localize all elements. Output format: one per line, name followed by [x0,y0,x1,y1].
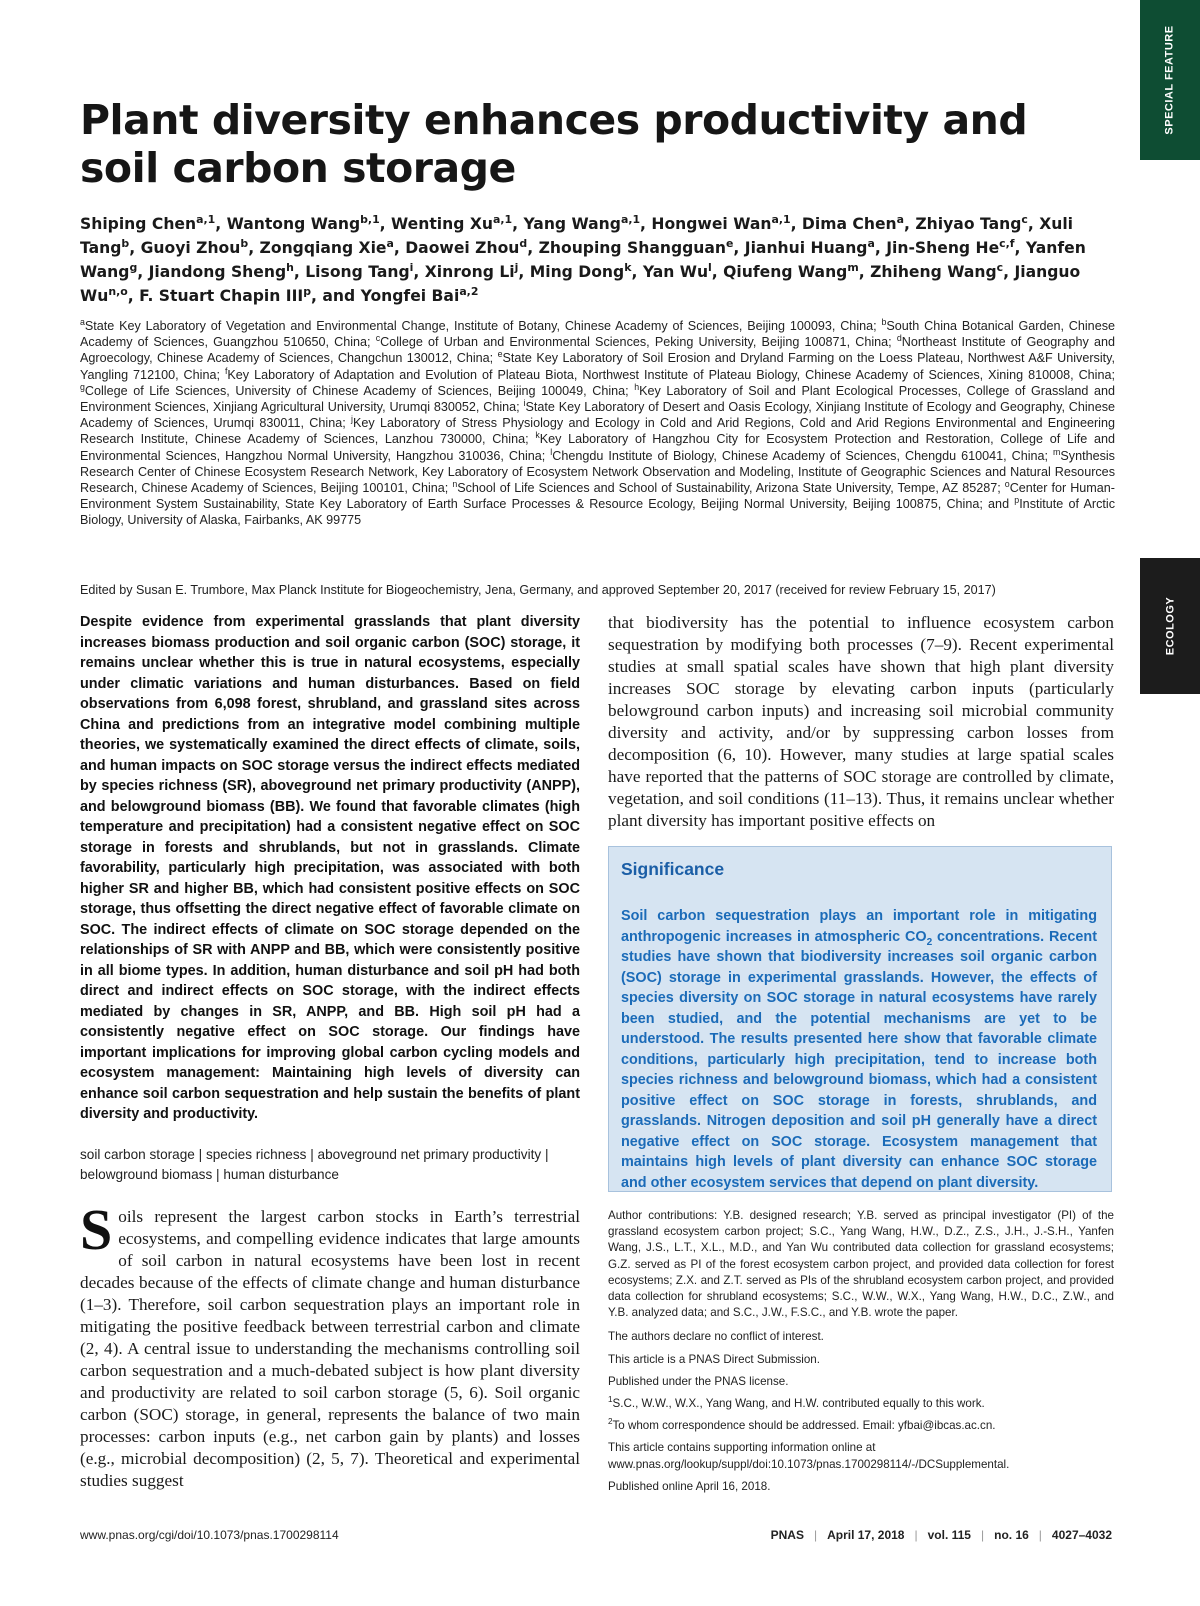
author-affiliation-marker: n,o [108,284,128,298]
author-name: Jin-Sheng He$^{c,f}$ [886,236,1015,257]
affiliation-text: Synthesis Research Center of Chinese Ecosystem Research Network, Key Laboratory of Ecosystem Network Observation and Modeling, Institute of Geographic Sciences and Natural Resources Research, Chinese Academy of Sciences, Beijing 100101, China; [80,448,1115,496]
author-name: Yongfei Bai$^{a,2}$ [360,284,479,305]
edited-by: Edited by Susan E. Trumbore, Max Planck Institute for Biogeochemistry, Jena, Germany, and approved September 20, 2017 (received for review February 15, 2017) [80,583,996,597]
author-name: Lisong Tang$^i$ [305,260,414,281]
equal-contribution-note: $^1$S.C., W.W., W.X., Yang Wang, and H.W. contributed equally to this work. [608,1395,985,1411]
author-name: Yang Wang$^{a,1}$ [523,212,641,233]
author-name: Shiping Chen$^{a,1}$ [80,212,216,233]
author-name: Dima Chen$^a$ [801,212,905,233]
footer-separator: | [980,1528,985,1542]
ecology-section-tab [1140,558,1200,694]
footer-separator: | [914,1528,918,1542]
affiliation-marker: e [497,349,503,360]
affiliation-marker: g [80,381,85,392]
author-affiliation-marker: a,1 [196,212,216,226]
author-affiliation-marker: e [726,236,734,250]
footer-doi: www.pnas.org/cgi/doi/10.1073/pnas.1700298114 [80,1528,339,1542]
supporting-info-note: This article contains supporting information online at www.pnas.org/lookup/suppl/doi:10.1073/pnas.1700298114/-/DCSupplemental. [608,1441,1010,1471]
affiliation-marker: m [1053,446,1061,457]
author-name: Daowei Zhou$^d$ [405,236,528,257]
direct-submission-note: This article is a PNAS Direct Submission. [608,1352,820,1366]
author-name: Wantong Wang$^{b,1}$ [226,212,380,233]
affiliation-text: School of Life Sciences and School of Sustainability, Arizona State University, Tempe, AZ 85287; [457,481,1005,496]
author-affiliation-marker: m [847,260,859,274]
author-affiliation-marker: h [286,260,294,274]
author-name: Qiufeng Wang$^m$ [723,260,859,281]
abstract: Despite evidence from experimental grasslands that plant diversity increases biomass production and soil organic carbon (SOC) storage, it remains unclear whether this is true in natural ecosystems, especially under climatic variations and human disturbances. Based on field observations from 6,098 forest, shrubland, and grassland sites across China and predictions from an integrative model combining multiple theories, we systematically examined the direct effects of climate, soils, and human impacts on SOC storage versus the indirect effects mediated by species richness (SR), aboveground net primary productivity (ANPP), and belowground biomass (BB). We found that favorable climates (high temperature and precipitation) had a consistent negative effect on SOC storage in forests and shrublands, but not in grasslands. Climate favorability, particularly high precipitation, was associated with both higher SR and higher BB, which had consistent positive effects on SOC storage, thus offsetting the direct negative effect of favorable climate on SOC. The indirect effects of climate on SOC storage depended on the relationships of SR with ANPP and BB, which were consistently positive in all biome types. In addition, human disturbance and soil pH had both direct and indirect effects on SOC storage, with the indirect effects mediated by changes in SR, ANPP, and BB. High soil pH had a consistently negative effect on SOC storage. Our findings have important implications for improving global carbon cycling models and ecosystem management: Maintaining high levels of diversity can enhance soil carbon sequestration and help sustain the benefits of plant diversity and productivity. [80,614,580,1122]
affiliation-text: College of Urban and Environmental Sciences, Peking University, Beijing 100871, China; [380,335,897,350]
intro-body: oils represent the largest carbon stocks in Earth’s terrestrial ecosystems, and compelling evidence indicates that large amounts of soil carbon in natural ecosystems have been lost in recent decades because of the effects of climate change and human disturbance (1–3). Therefore, soil carbon sequestration plays an important role in mitigating the positive feedback between terrestrial carbon and climate (2, 4). A central issue to understanding the mechanisms controlling soil carbon sequestration and a much-debated subject is how plant diversity and productivity are related to soil carbon storage (5, 6). Soil organic carbon (SOC) storage, in general, represents the balance of two main processes: carbon inputs (e.g., net carbon gain by plants) and losses (e.g., microbial decomposition) (2, 5, 7). Theoretical and experimental studies suggest [80,1207,580,1490]
conflict-statement: The authors declare no conflict of interest. [608,1330,824,1344]
affiliation-marker: a [80,316,85,327]
affiliation-marker: i [523,397,526,408]
significance-box [608,846,1112,1192]
ecology-label: ECOLOGY [1163,596,1176,656]
author-name: Zhiheng Wang$^c$ [870,260,1004,281]
footer-issue: no. 16 [994,1528,1029,1542]
affiliation-text: State Key Laboratory of Vegetation and Environmental Change, Institute of Botany, Chinese Academy of Sciences, Beijing 100093, China; [84,319,882,333]
author-name: Zongqiang Xie$^a$ [259,236,394,257]
right-column-text: that biodiversity has the potential to influence ecosystem carbon sequestration by modifying both processes (7–9). Recent experimental studies at small spatial scales have shown that high plant diversity increases SOC storage by elevating carbon inputs (particularly belowground carbon inputs) and increasing soil microbial community diversity and activity, and/or by suppressing carbon losses from decomposition (6, 10). However, many studies at large spatial scales have reported that the patterns of SOC storage are controlled by climate, vegetation, and soil conditions (11–13). Thus, it remains unclear whether plant diversity has important positive effects on [608,613,1114,830]
affiliation-marker: k [535,430,540,441]
affiliation-marker: o [1004,478,1010,489]
published-online-note: Published online April 16, 2018. [608,1479,771,1493]
author-name: Jiandong Sheng$^h$ [148,260,294,281]
drop-cap: S [80,1197,113,1262]
author-list: Shiping Chen$^{a,1}$, Wantong Wang$^{b,1}$, Wenting Xu$^{a,1}$, Yang Wang$^{a,1}$, Hongwei Wan$^{a,1}$, Dima Chen$^a$, Zhiyao Tang$^c$, Xuli Tang$^b$, Guoyi Zhou$^b$, Zongqiang Xie$^a$, Daowei Zhou$^d$, Zhouping Shangguan$^e$, Jianhui Huang$^a$, Jin-Sheng He$^{c,f}$, Yanfen Wang$^g$, Jiandong Sheng$^h$, Lisong Tang$^i$, Xinrong Li$^j$, Ming Dong$^k$, Yan Wu$^l$, Qiufeng Wang$^m$, Zhiheng Wang$^c$, Jianguo Wu$^{n,o}$, F. Stuart Chapin III$^p$, and Yongfei Bai$^{a,2}$ [80,212,1086,305]
affiliation-marker: c [375,333,381,344]
author-name: Ming Dong$^k$ [529,260,632,281]
affiliation-marker: f [224,365,228,376]
special-feature-label: SPECIAL FEATURE [1164,25,1177,135]
affiliation-text: Chengdu Institute of Biology, Chinese Academy of Sciences, Chengdu 610041, China; [552,448,1054,463]
author-name: Jianguo Wu$^{n,o}$ [80,263,1081,305]
author-affiliation-marker: p [303,284,311,298]
footer-citation [771,1528,1112,1542]
author-name: Xinrong Li$^j$ [424,260,519,281]
affiliation-marker: j [351,414,353,425]
footer-separator: | [813,1528,818,1542]
author-name: Wenting Xu$^{a,1}$ [391,212,513,233]
author-affiliation-marker: a,1 [620,212,641,226]
author-name: Hongwei Wan$^{a,1}$ [651,212,791,233]
footer-volume: vol. 115 [927,1528,971,1542]
author-name: Yanfen Wang$^g$ [80,239,1086,281]
author-affiliation-marker: a,1 [771,212,791,226]
significance-text: Soil carbon sequestration plays an important role in mitigating anthropogenic increases in atmospheric $CO_2$ concentrations. Recent studies have shown that biodiversity increases soil organic carbon (SOC) storage in experimental grasslands. However, the effects of species diversity on SOC storage in natural ecosystems have rarely been studied, and the potential mechanisms are yet to be understood. The results presented here show that favorable climate conditions, particularly high precipitation, tend to increase both species richness and belowground biomass, which had a consistent positive effect on SOC storage in forests, shrublands, and grasslands. Nitrogen deposition and soil pH generally have a direct negative effect on SOC storage. Ecosystem management that maintains high levels of plant diversity can enhance SOC storage and other ecosystem services that depend on plant diversity. [621,908,1097,1191]
keywords: soil carbon storage | species richness | aboveground net primary productivity | belowground biomass | human disturbance [80,1147,549,1182]
affiliation-text: Institute of Arctic Biology, University of Alaska, Fairbanks, AK 99775 [80,497,1115,528]
author-contributions: Author contributions: Y.B. designed research; Y.B. served as principal investigator (PI) of the grassland ecosystem carbon project; S.C., Yang Wang, H.W., D.Z., Z.S., J.H., J.-S.H., Yanfen Wang, J.S., L.T., X.L., M.D., and Yan Wu contributed data collection for grassland ecosystems; G.Z. served as PI of the forest ecosystem carbon project, and provided data collection for forest ecosystems; Z.X. and Z.T. served as PIs of the shrubland ecosystem carbon project, and provided data collection for shrubland ecosystems; S.C., W.W., W.X., Yang Wang, H.W., D.C., Z.W., and Y.B. analyzed data; and S.C., J.W., F.S.C., and Y.B. wrote the paper. [608,1209,1114,1320]
author-affiliation-marker: k [624,260,632,274]
affiliation-marker: l [550,446,553,457]
affiliation-marker: h [634,381,640,392]
affiliation-marker: b [881,316,887,327]
affiliation-text: Key Laboratory of Adaptation and Evolution of Plateau Biota, Northwest Institute of Plateau Biology, Chinese Academy of Sciences, Xining 810008, China; [227,367,1115,382]
footer-separator: | [1038,1528,1042,1542]
author-name: Zhiyao Tang$^c$ [915,212,1028,233]
author-name: Zhouping Shangguan$^e$ [538,236,734,257]
author-name: Yan Wu$^l$ [642,260,712,281]
affiliation-text: South China Botanical Garden, Chinese Academy of Sciences, Guangzhou 510650, China; [80,319,1115,350]
author-affiliation-marker: i [409,260,414,274]
author-affiliation-marker: g [129,260,138,274]
correspondence-note: $^2$To whom correspondence should be addressed. Email: yfbai@ibcas.ac.cn. [608,1417,996,1433]
affiliation-text: Center for Human-Environment System Sustainability, State Key Laboratory of Earth Surface Processes & Resource Ecology, Beijing Normal University, Beijing 100875, China; and [80,481,1115,512]
affiliation-text: Northeast Institute of Geography and Agroecology, Chinese Academy of Sciences, Changchun 130012, China; [80,335,1115,366]
footer-date: April 17, 2018 [827,1528,905,1542]
author-affiliation-marker: l [708,260,712,274]
author-affiliation-marker: a,1 [492,212,513,226]
affiliation-marker: n [452,478,458,489]
special-feature-tab [1140,0,1200,160]
author-affiliation-marker: b [240,236,249,250]
author-name: Jianhui Huang$^a$ [744,236,875,257]
affiliation-marker: p [1014,495,1020,506]
article-notes [608,1208,1114,1501]
author-name: F. Stuart Chapin III$^p$ [139,284,311,305]
author-affiliation-marker: c [996,260,1004,274]
license-note: Published under the PNAS license. [608,1374,789,1388]
affiliation-text: State Key Laboratory of Desert and Oasis Ecology, Xinjiang Institute of Ecology and Geography, Chinese Academy of Sciences, Urumqi 830011, China; [80,400,1115,431]
affiliation-text: College of Life Sciences, University of Chinese Academy of Sciences, Beijing 100049, China; [84,383,635,398]
introduction-text [80,1197,580,1492]
author-affiliation-marker: j [514,260,519,274]
affiliation-text: Key Laboratory of Stress Physiology and Ecology in Cold and Arid Regions, Cold and Arid Regions Environmental and Engineering Research Institute, Chinese Academy of Sciences, Lanzhou 730000, China; [80,416,1115,447]
footer-journal: PNAS [770,1528,804,1542]
footer-pages: 4027–4032 [1051,1528,1112,1542]
author-affiliation-marker: d [519,236,528,250]
affiliation-marker: d [896,333,902,344]
significance-heading: Significance [621,859,725,879]
affiliation-text: Key Laboratory of Hangzhou City for Ecosystem Protection and Restoration, College of Life and Environmental Sciences, Hangzhou Normal University, Hangzhou 310036, China; [80,432,1115,463]
author-affiliation-marker: a [896,212,905,226]
affiliation-text: Key Laboratory of Soil and Plant Ecological Processes, College of Grassland and Environment Sciences, Xinjiang Agricultural University, Urumqi 830052, China; [80,383,1115,415]
author-name: Xuli Tang$^b$ [80,215,1074,257]
author-affiliation-marker: c [1021,212,1028,226]
author-name: Guoyi Zhou$^b$ [140,236,249,257]
author-affiliation-marker: a,2 [459,284,479,298]
author-affiliation-marker: a [386,236,394,250]
author-affiliation-marker: b,1 [360,212,380,226]
affiliation-text: State Key Laboratory of Soil Erosion and Dryland Farming on the Loess Plateau, Northwest A&F University, Yangling 712100, China; [80,351,1115,382]
author-affiliation-marker: b [121,236,130,250]
article-title: Plant diversity enhances productivity and soil carbon storage [80,96,1028,192]
affiliations [80,318,1115,529]
author-affiliation-marker: c,f [999,236,1015,250]
author-affiliation-marker: a [867,236,875,250]
